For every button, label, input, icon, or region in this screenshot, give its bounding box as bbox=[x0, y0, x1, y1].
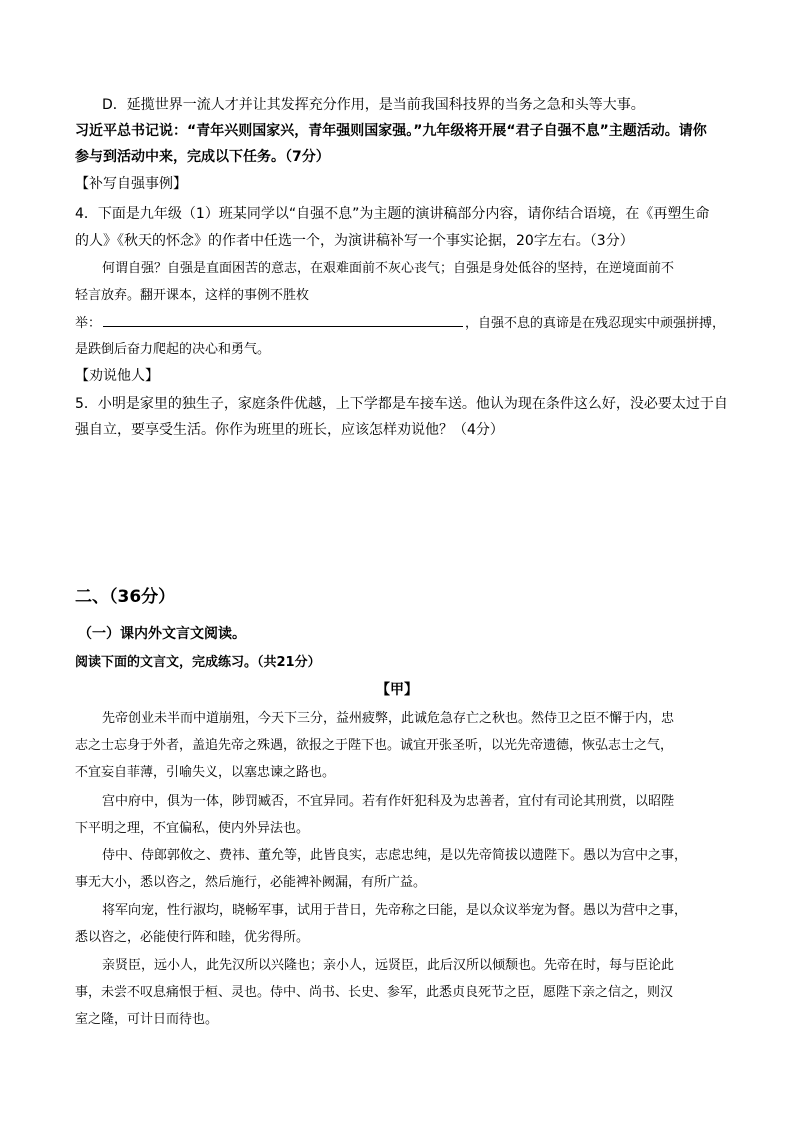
passage-p5-line2: 事，未尝不叹息痛恨于桓、灵也。侍中、尚书、长史、参军，此悉贞良死节之臣，愿陛下亲之信之，则汉 bbox=[75, 985, 674, 1000]
question-4-line2: 的人》《秋天的怀念》的作者中任选一个，为演讲稿补写一个事实论据，20字左右。（3分） bbox=[75, 233, 634, 249]
passage-p5-line3: 室之隆，可计日而待也。 bbox=[75, 1012, 219, 1027]
passage-p4-line2: 悉以咨之，必能使行阵和睦，优劣得所。 bbox=[75, 930, 310, 945]
speech-line3-end: ，自强不息的真谛是在残忍现实中顽强拼搏， bbox=[465, 316, 726, 331]
question-5-line1: 5．小明是家里的独生子，家庭条件优越，上下学都是车接车送。他认为现在条件这么好，没必要太过于自 bbox=[75, 396, 728, 412]
passage-p3-line2: 事无大小，悉以咨之，然后施行，必能裨补阙漏，有所广益。 bbox=[75, 875, 427, 890]
speech-line2: 轻言放弃。翻开课本，这样的事例不胜枚 bbox=[75, 288, 310, 303]
section-title-examples: 【补写自强事例】 bbox=[75, 176, 187, 192]
part-two-subheading: （一）课内外文言文阅读。 bbox=[78, 626, 246, 642]
passage-p1-line2: 志之士忘身于外者，盖追先帝之殊遇，欲报之于陛下也。诚宜开张圣听，以光先帝遗德，恢弘志士之气， bbox=[75, 738, 674, 753]
passage-p2-line1: 宫中府中，俱为一体，陟罚臧否，不宜异同。若有作奸犯科及为忠善者，宜付有司论其刑赏，以昭陛 bbox=[102, 794, 675, 809]
speech-line1: 何谓自强？自强是直面困苦的意志，在艰难面前不灰心丧气；自强是身处低谷的坚持，在逆境面前不 bbox=[102, 261, 675, 276]
speech-line3 bbox=[75, 314, 725, 333]
section-title-persuade: 【劝说他人】 bbox=[75, 368, 159, 384]
passage-p2-line2: 下平明之理，不宜偏私，使内外异法也。 bbox=[75, 821, 310, 836]
part-two-heading: 二、（36分） bbox=[75, 587, 176, 607]
task-intro-line1: 习近平总书记说：“青年兴则国家兴，青年强则国家强。”九年级将开展“君子自强不息”主题活动。请你 bbox=[75, 123, 707, 139]
answer-blank[interactable] bbox=[103, 314, 463, 327]
speech-line4: 是跌倒后奋力爬起的决心和勇气。 bbox=[75, 342, 271, 357]
passage-p4-line1: 将军向宠，性行淑均，晓畅军事，试用于昔日，先帝称之曰能，是以众议举宠为督。愚以为营中之事， bbox=[102, 903, 688, 918]
speech-line3-start: 举： bbox=[75, 316, 102, 331]
passage-p1-line1: 先帝创业未半而中道崩殂，今天下三分，益州疲弊，此诚危急存亡之秋也。然侍卫之臣不懈于内，忠 bbox=[102, 711, 675, 726]
passage-p5-line1: 亲贤臣，远小人，此先汉所以兴隆也；亲小人，远贤臣，此后汉所以倾颓也。先帝在时，每与臣论此 bbox=[102, 958, 675, 973]
task-intro-line2: 参与到活动中来，完成以下任务。（7分） bbox=[75, 149, 330, 165]
option-d: D．延揽世界一流人才并让其发挥充分作用，是当前我国科技界的当务之急和头等大事。 bbox=[102, 97, 645, 113]
passage-label-jia: 【甲】 bbox=[376, 682, 418, 698]
question-4-line1: 4．下面是九年级（1）班某同学以“自强不息”为主题的演讲稿部分内容，请你结合语境，在《再塑生命 bbox=[75, 206, 710, 222]
passage-p3-line1: 侍中、侍郎郭攸之、费祎、董允等，此皆良实，志虑忠纯，是以先帝简拔以遗陛下。愚以为宫中之事， bbox=[102, 848, 688, 863]
part-two-instruction: 阅读下面的文言文，完成练习。（共21分） bbox=[75, 655, 321, 670]
passage-p1-line3: 不宜妄自菲薄，引喻失义，以塞忠谏之路也。 bbox=[75, 765, 336, 780]
question-5-line2: 强自立，要享受生活。你作为班里的班长，应该怎样劝说他？（4分） bbox=[75, 422, 504, 438]
